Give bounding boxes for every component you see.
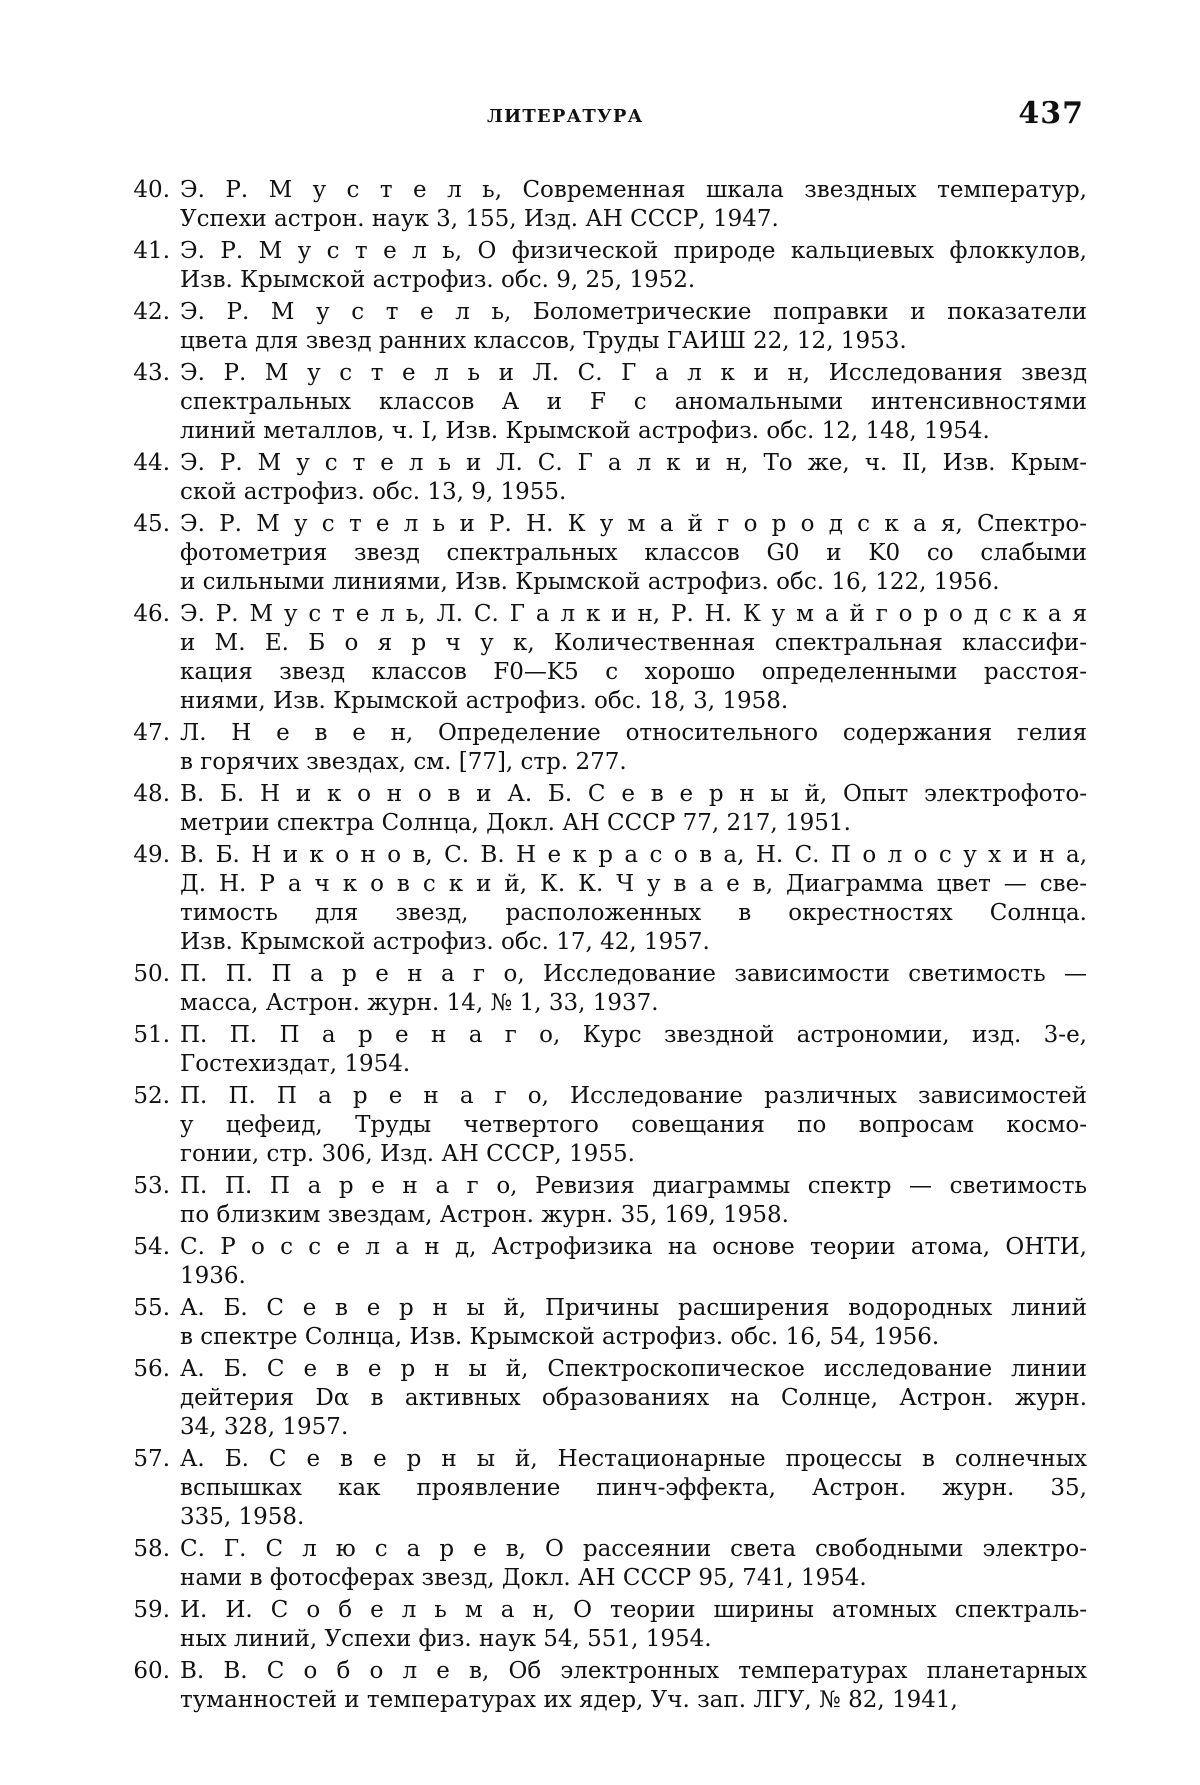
reference-line: гонии, стр. 306, Изд. АН СССР, 1955. xyxy=(180,1141,635,1167)
reference-line: вспышках как проявление пинч-эффекта, Астрон. журн. 35, xyxy=(180,1475,1087,1501)
reference-number: 54. xyxy=(133,1234,170,1260)
reference-line: Изв. Крымской астрофиз. обс. 9, 25, 1952. xyxy=(180,267,696,293)
reference-item xyxy=(82,1233,1087,1291)
reference-number: 43. xyxy=(133,360,170,386)
reference-line: в спектре Солнца, Изв. Крымской астрофиз. обс. 16, 54, 1956. xyxy=(180,1324,940,1350)
reference-item xyxy=(82,1082,1087,1169)
reference-line: П. П. П а р е н а г о, Исследование различных зависимостей xyxy=(180,1083,1087,1109)
reference-item xyxy=(82,359,1087,446)
reference-item xyxy=(82,960,1087,1018)
reference-item xyxy=(82,237,1087,295)
reference-item xyxy=(82,1355,1087,1442)
reference-item xyxy=(82,1535,1087,1593)
reference-line: дейтерия Dα в активных образованиях на Солнце, Астрон. журн. xyxy=(180,1385,1087,1411)
reference-number: 50. xyxy=(133,961,170,987)
reference-line: 34, 328, 1957. xyxy=(180,1414,349,1440)
reference-line: А. Б. С е в е р н ы й, Причины расширения водородных линий xyxy=(180,1295,1087,1321)
reference-item xyxy=(82,780,1087,838)
reference-number: 60. xyxy=(133,1658,170,1684)
reference-item xyxy=(82,1172,1087,1230)
reference-number: 47. xyxy=(133,720,170,746)
reference-item xyxy=(82,1021,1087,1079)
reference-line: Гостехиздат, 1954. xyxy=(180,1051,411,1077)
reference-item xyxy=(82,1596,1087,1654)
reference-number: 56. xyxy=(133,1356,170,1382)
reference-line: А. Б. С е в е р н ы й, Спектроскопическое исследование линии xyxy=(180,1356,1087,1382)
reference-line: кация звезд классов F0—K5 с хорошо определенными расстоя- xyxy=(180,659,1087,685)
reference-line: цвета для звезд ранних классов, Труды ГАИШ 22, 12, 1953. xyxy=(180,328,907,354)
reference-number: 48. xyxy=(133,781,170,807)
reference-line: Э. Р. М у с т е л ь и Л. С. Г а л к и н, То же, ч. II, Изв. Крым- xyxy=(180,450,1087,476)
reference-line: ниями, Изв. Крымской астрофиз. обс. 18, 3, 1958. xyxy=(180,688,789,714)
reference-line: по близким звездам, Астрон. журн. 35, 169, 1958. xyxy=(180,1202,789,1228)
reference-number: 49. xyxy=(133,842,170,868)
reference-number: 46. xyxy=(133,601,170,627)
reference-line: 1936. xyxy=(180,1263,246,1289)
reference-line: метрии спектра Солнца, Докл. АН СССР 77, 217, 1951. xyxy=(180,810,851,836)
reference-line: П. П. П а р е н а г о, Ревизия диаграммы спектр — светимость xyxy=(180,1173,1087,1199)
reference-line: Э. Р. М у с т е л ь и Л. С. Г а л к и н, Исследования звезд xyxy=(180,360,1087,386)
reference-line: 335, 1958. xyxy=(180,1504,305,1530)
reference-number: 44. xyxy=(133,450,170,476)
reference-line: Успехи астрон. наук 3, 155, Изд. АН СССР, 1947. xyxy=(180,206,779,232)
reference-item xyxy=(82,841,1087,957)
reference-line: Э. Р. М у с т е л ь, Болометрические поправки и показатели xyxy=(180,299,1087,325)
reference-line: нами в фотосферах звезд, Докл. АН СССР 95, 741, 1954. xyxy=(180,1565,867,1591)
reference-number: 52. xyxy=(133,1083,170,1109)
reference-line: Э. Р. М у с т е л ь, О физической природе кальциевых флоккулов, xyxy=(180,238,1087,264)
reference-item xyxy=(82,449,1087,507)
running-head xyxy=(182,98,1084,138)
reference-item xyxy=(82,1294,1087,1352)
reference-line: Изв. Крымской астрофиз. обс. 17, 42, 1957. xyxy=(180,929,710,955)
reference-line: А. Б. С е в е р н ы й, Нестационарные процессы в солнечных xyxy=(180,1446,1087,1472)
reference-item xyxy=(82,1445,1087,1532)
reference-line: и М. Е. Б о я р ч у к, Количественная спектральная классифи- xyxy=(180,630,1087,656)
reference-number: 55. xyxy=(133,1295,170,1321)
reference-item xyxy=(82,176,1087,234)
reference-line: у цефеид, Труды четвертого совещания по вопросам космо- xyxy=(180,1112,1087,1138)
reference-number: 40. xyxy=(133,177,170,203)
reference-line: и сильными линиями, Изв. Крымской астрофиз. обс. 16, 122, 1956. xyxy=(180,569,1000,595)
reference-item xyxy=(82,719,1087,777)
reference-line: В. Б. Н и к о н о в, С. В. Н е к р а с о в а, Н. С. П о л о с у х и н а, xyxy=(180,842,1087,868)
reference-line: ных линий, Успехи физ. наук 54, 551, 1954. xyxy=(180,1626,712,1652)
page-title: ЛИТЕРАТУРА xyxy=(487,106,644,127)
reference-line: Э. Р. М у с т е л ь, Современная шкала звездных температур, xyxy=(180,177,1087,203)
reference-line: В. Б. Н и к о н о в и А. Б. С е в е р н ы й, Опыт электрофото- xyxy=(180,781,1087,807)
reference-line: Л. Н е в е н, Определение относительного содержания гелия xyxy=(180,720,1087,746)
reference-line: фотометрия звезд спектральных классов G0 и K0 со слабыми xyxy=(180,540,1087,566)
reference-line: С. Р о с с е л а н д, Астрофизика на основе теории атома, ОНТИ, xyxy=(180,1234,1087,1260)
reference-line: П. П. П а р е н а г о, Исследование зависимости светимость — xyxy=(180,961,1087,987)
reference-line: Э. Р. М у с т е л ь и Р. Н. К у м а й г о р о д с к а я, Спектро- xyxy=(180,511,1087,537)
reference-line: масса, Астрон. журн. 14, № 1, 33, 1937. xyxy=(180,990,659,1016)
reference-line: тимость для звезд, расположенных в окрестностях Солнца. xyxy=(180,900,1087,926)
reference-number: 45. xyxy=(133,511,170,537)
reference-line: Э. Р. М у с т е л ь, Л. С. Г а л к и н, Р. Н. К у м а й г о р о д с к а я xyxy=(180,601,1087,627)
reference-number: 58. xyxy=(133,1536,170,1562)
reference-number: 57. xyxy=(133,1446,170,1472)
page-number: 437 xyxy=(1018,96,1084,131)
reference-number: 59. xyxy=(133,1597,170,1623)
reference-line: ской астрофиз. обс. 13, 9, 1955. xyxy=(180,479,567,505)
reference-line: туманностей и температурах их ядер, Уч. зап. ЛГУ, № 82, 1941, xyxy=(180,1687,958,1713)
reference-item xyxy=(82,1657,1087,1715)
reference-list xyxy=(82,176,1087,1718)
reference-item xyxy=(82,298,1087,356)
reference-line: Д. Н. Р а ч к о в с к и й, К. К. Ч у в а е в, Диаграмма цвет — све- xyxy=(180,871,1087,897)
reference-number: 51. xyxy=(133,1022,170,1048)
reference-number: 41. xyxy=(133,238,170,264)
reference-line: И. И. С о б е л ь м а н, О теории ширины атомных спектраль- xyxy=(180,1597,1087,1623)
reference-item xyxy=(82,510,1087,597)
reference-line: П. П. П а р е н а г о, Курс звездной астрономии, изд. 3-е, xyxy=(180,1022,1087,1048)
reference-line: в горячих звездах, см. [77], стр. 277. xyxy=(180,749,627,775)
reference-line: линий металлов, ч. I, Изв. Крымской астрофиз. обс. 12, 148, 1954. xyxy=(180,418,990,444)
reference-number: 42. xyxy=(133,299,170,325)
reference-line: В. В. С о б о л е в, Об электронных температурах планетарных xyxy=(180,1658,1087,1684)
reference-line: спектральных классов A и F с аномальными интенсивностями xyxy=(180,389,1087,415)
reference-item xyxy=(82,600,1087,716)
reference-line: С. Г. С л ю с а р е в, О рассеянии света свободными электро- xyxy=(180,1536,1087,1562)
reference-number: 53. xyxy=(133,1173,170,1199)
